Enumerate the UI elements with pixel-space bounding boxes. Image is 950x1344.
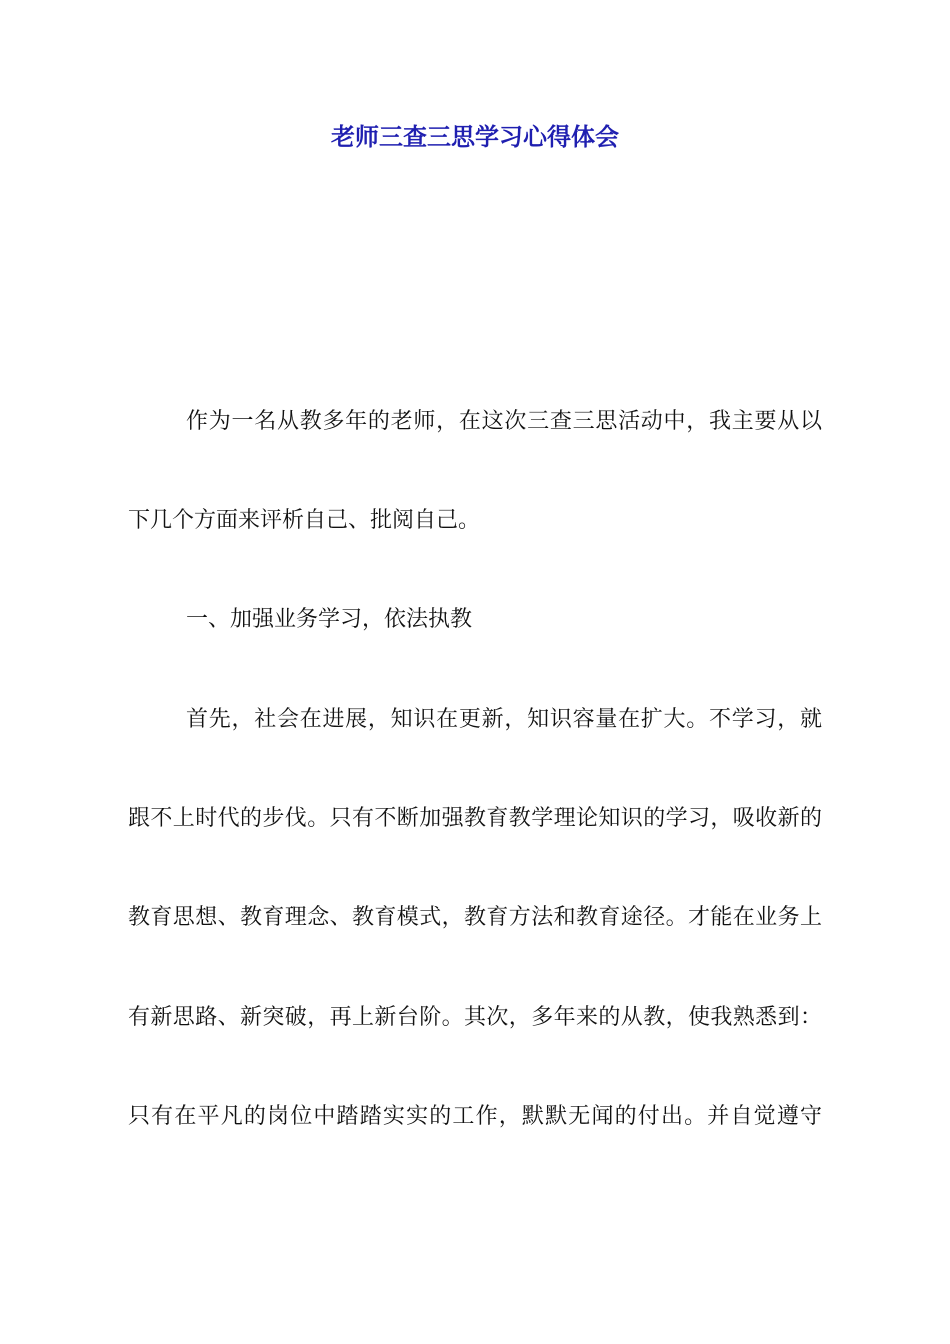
- paragraph-line-5: 教育思想、教育理念、教育模式，教育方法和教育途径。才能在业务上: [128, 905, 822, 930]
- section-heading-1: 一、加强业务学习，依法执教: [186, 607, 473, 632]
- paragraph-line-4: 跟不上时代的步伐。只有不断加强教育教学理论知识的学习，吸收新的: [128, 806, 822, 831]
- paragraph-line-3: 首先，社会在进展，知识在更新，知识容量在扩大。不学习，就: [186, 707, 822, 732]
- document-title: 老师三查三思学习心得体会: [331, 123, 619, 151]
- paragraph-line-1: 作为一名从教多年的老师，在这次三查三思活动中，我主要从以: [186, 409, 822, 434]
- paragraph-line-6: 有新思路、新突破，再上新台阶。其次，多年来的从教，使我熟悉到：: [128, 1005, 822, 1030]
- paragraph-line-2: 下几个方面来评析自己、批阅自己。: [128, 508, 481, 533]
- paragraph-line-7: 只有在平凡的岗位中踏踏实实的工作，默默无闻的付出。并自觉遵守: [128, 1104, 822, 1129]
